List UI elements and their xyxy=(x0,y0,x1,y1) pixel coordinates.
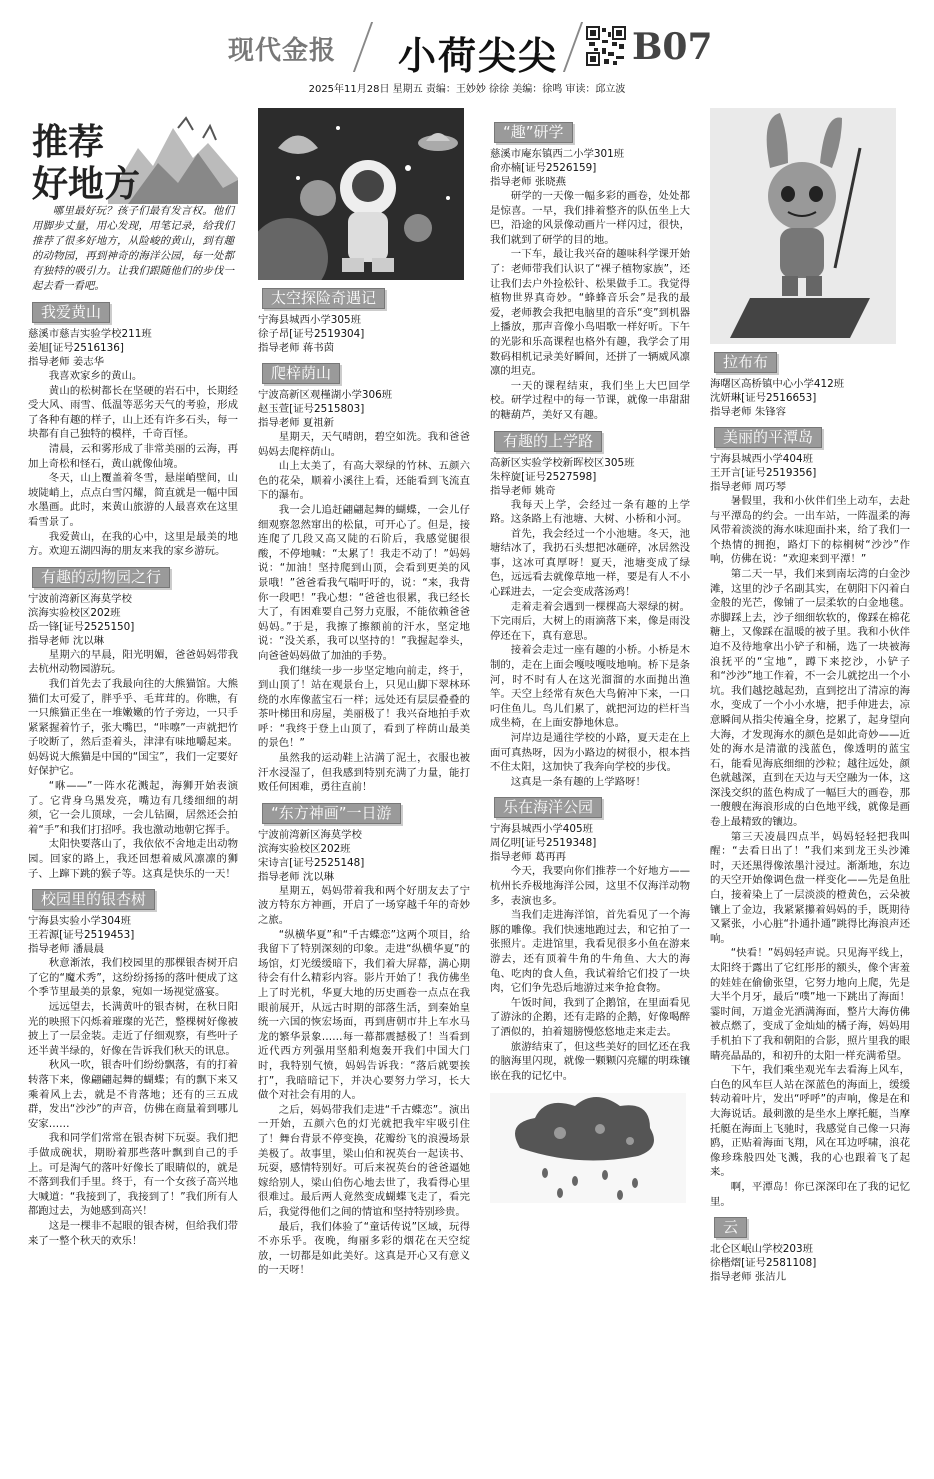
qr-code-icon xyxy=(586,26,626,66)
article-labubu xyxy=(710,344,910,419)
paragraph: 首先，我会经过一个小池塘。冬天，池塘结冰了，我扔石头想把冰砸碎，冰居然没事，这冰可真厚呀！夏天，池塘变成了绿色，远远看去就像草地一样，要是有人不小心踩进去，一定会变成落汤鸡！ xyxy=(490,527,690,599)
column-2 xyxy=(258,108,470,1475)
paragraph: 秋风一吹，银杏叶们纷纷飘落，有的打着转落下来，像翩翩起舞的蝴蝶；有的飘下来又乘着风上去，就是不肯落地；还有的三五成群，发出“沙沙”的声音，仿佛在商量着到哪儿安家…… xyxy=(28,1059,238,1130)
space-adventure-painting xyxy=(258,108,470,280)
paper-name: 现代金报 xyxy=(228,36,337,66)
paragraph: 山上太美了，有高大翠绿的竹林、五颜六色的花朵，顺着小溪往上看，还能看到飞流直下的瀑布。 xyxy=(258,460,470,502)
paragraph: 暑假里，我和小伙伴们坐上动车，去赴与平潭岛的约会。一出车站，一阵温柔的海风带着淡淡的海水味迎面扑来，给了我们一个热情的拥抱，路灯下的棕榈树“沙沙”作响，仿佛在说：“欢迎来到平潭！” xyxy=(710,495,910,566)
section-heading: 有趣的动物园之行 xyxy=(32,567,170,588)
paragraph: 远远望去，长满黄叶的银杏树，在秋日阳光的映照下闪烁着璀璨的光芒，整棵树好像被披上了一层金装。走近了仔细观察，有些叶子还半黄半绿的，好像在告诉我们秋天的讯息。 xyxy=(28,1001,238,1057)
school: 宁海县城西小学305班 xyxy=(258,314,361,326)
paragraph: 午饭时间，我到了企鹅馆，在里面看见了游泳的企鹅，还有走路的企鹅，好像喝醉了酒似的，拍着翅膀慢悠悠地走来走去。 xyxy=(490,996,690,1038)
paragraph: 虽然我的运动鞋上沾满了泥土，衣服也被汗水浸湿了，但我感到特别充满了力量，能打败任何困难，勇往直前！ xyxy=(258,752,470,794)
teacher: 指导老师 姜志华 xyxy=(28,356,105,368)
paragraph: 星期六的早晨，阳光明媚，爸爸妈妈带我去杭州动物园游玩。 xyxy=(28,648,238,676)
teacher: 指导老师 夏祖新 xyxy=(258,417,335,429)
header-divider xyxy=(353,22,373,72)
author: 俞亦楠[证号2526159] xyxy=(490,162,597,174)
article-zoo xyxy=(28,559,238,882)
article-pingtan xyxy=(710,419,910,1209)
paragraph: 走着走着会遇到一棵棵高大翠绿的树。下完雨后，大树上的雨滴落下来，像是雨没停还在下，真有意思。 xyxy=(490,600,690,642)
school: 宁波高新区观槿湖小学306班 xyxy=(258,389,393,401)
author: 王开言[证号2519356] xyxy=(710,467,817,479)
column-1 xyxy=(28,108,238,1475)
paragraph: 啊，平潭岛！你已深深印在了我的记忆里。 xyxy=(710,1180,910,1208)
paragraph: 一下车，最让我兴奋的趣味科学课开始了：老师带我们认识了“裸子植物家族”，还让我们去户外捡松针、松果做手工。我觉得植物世界真奇妙。“蜂蜂音乐会”是我的最爱，老师教会我把电脑里的音乐“变”到机器上播放，那声音像小鸟唱歌一样好听。下午的光影和乐高课程也格外有趣，我学会了用数码相机记录美好瞬间，还拼了一辆威风凛凛的坦克。 xyxy=(490,248,690,378)
section-heading: 拉布布 xyxy=(714,352,777,373)
teacher: 指导老师 张晓燕 xyxy=(490,176,567,188)
page-title: 小荷尖尖 xyxy=(398,33,559,78)
paragraph: “咻——”一阵水花溅起，海狮开始表演了。它背身乌黑发亮，嘴边有几缕细细的胡须，它一会儿顶球，一会儿钻圈，居然还会拍着“手”和我们打招呼。我也激动地朝它挥手。 xyxy=(28,780,238,836)
paragraph: 黄山的松树都长在坚硬的岩石中，长期经受大风、雨雪、低温等恶劣天气的考验，形成了各种有趣的样子，山上还有许多石头，每一块都有自己独特的模样，千奇百怪。 xyxy=(28,384,238,441)
paragraph: 接着会走过一座有趣的小桥。小桥是木制的，走在上面会嘎吱嘎吱地响。桥下是条河，时不时有人在这光溜溜的水面抛出渔竿。天空上经常有灰色大鸟俯冲下来，一口叼住鱼儿。鸟儿们累了，就把河边的栏杆当成坐椅，在上面安静地休息。 xyxy=(490,644,690,730)
section-heading: “趣”研学 xyxy=(494,122,573,143)
article-space xyxy=(258,280,470,355)
author: 朱梓旋[证号2527598] xyxy=(490,470,597,483)
teacher: 指导老师 葛再再 xyxy=(490,851,567,864)
teacher: 指导老师 沈以琳 xyxy=(258,870,335,883)
paragraph: 我爱黄山，在我的心中，这里是最美的地方。欢迎五湖四海的朋友来我的家乡游玩。 xyxy=(28,530,238,558)
teacher: 指导老师 潘晨晨 xyxy=(28,943,105,956)
paragraph: 研学的一天像一幅多彩的画卷，处处都是惊喜。一早，我们排着整齐的队伍坐上大巴，沿途的风景像动画片一样闪过，很快，我们就到了研学的目的地。 xyxy=(490,190,690,246)
article-ocean-park xyxy=(490,789,690,1083)
paragraph: 清晨，云和雾形成了非常美丽的云海，再加上奇松和怪石，黄山就像仙境。 xyxy=(28,442,238,470)
section-heading: 有趣的上学路 xyxy=(494,431,602,452)
article-oriental-park xyxy=(258,795,470,1278)
school: 北仑区岷山学校203班 xyxy=(710,1243,813,1256)
column-3 xyxy=(490,108,690,1475)
section-heading: 美丽的平潭岛 xyxy=(714,427,822,448)
author: 岳一锋[证号2525150] xyxy=(28,620,135,633)
section-heading: 太空探险奇遇记 xyxy=(262,288,385,309)
paragraph: 我和同学们常常在银杏树下玩耍。我们把手做成碗状，期盼着那些落叶飘到自己的手上。可是淘气的落叶好像长了眼睛似的，就是不落到我们手里。终于，有一个女孩子高兴地大喊道：“我接到了，我接到了！”我们所有人都跑过去，为她感到高兴！ xyxy=(28,1132,238,1218)
school: 宁海县城西小学404班 xyxy=(710,453,813,465)
paragraph: “快看！”妈妈轻声说。只见海平线上，太阳终于露出了它红彤彤的额头，像个害羞的娃娃在偷偷张望，它努力地向上爬，先是大半个月牙，最后“噗”地一下跳出了海面！霎时间，万道金光洒满海面，整片大海仿佛被点燃了，变成了金灿灿的橘子海，妈妈用手机拍下了我和朝阳的合影，照片里我的眼睛亮晶晶的，和初升的太阳一样充满希望。 xyxy=(710,947,910,1062)
paragraph: 这真是一条有趣的上学路呀！ xyxy=(510,775,646,788)
school: 慈溪市慈吉实验学校211班 xyxy=(28,328,152,340)
paragraph: 我们首先去了我最向往的大熊猫馆。大熊猫们太可爱了，胖乎乎、毛茸茸的。你瞧，有一只熊猫正坐在一堆嫩嫩的竹子旁边，一只手紧紧握着竹子，张大嘴巴，“咔嚓”一声就把竹子咬断了，然后歪着头，津津有味地嚼起来。妈妈说大熊猫是中国的“国宝”，我们一定要好好保护它。 xyxy=(28,677,238,778)
author: 沈妍琳[证号2516653] xyxy=(710,392,817,404)
paragraph: 秋意渐浓，我们校园里的那棵银杏树开启了它的“魔术秀”，这纷纷扬扬的落叶便成了这个季节里最美的景象，宛如一场视觉盛宴。 xyxy=(28,957,238,999)
author: 徐楷熠[证号2581108] xyxy=(710,1257,817,1270)
article-mountain-climb xyxy=(258,355,470,795)
school-campus: 滨海实验校区202班 xyxy=(28,606,121,619)
article-school-road xyxy=(490,423,690,790)
school: 宁波前湾新区海莫学校 xyxy=(28,592,132,605)
paragraph: 一天的课程结束，我们坐上大巴回学校。研学过程中的每一节课，就像一串甜甜的糖葫芦，美好又有趣。 xyxy=(490,379,690,421)
paragraph: 第二天一早，我们来到南坛湾的白金沙滩，这里的沙子名副其实，在朝阳下闪着白金般的光芒，像铺了一层柔软的白金地毯。赤脚踩上去，沙子细细软软的，像踩在棉花糖上，又像踩在温暖的被子里。我和小伙伴迫不及待地拿出小铲子和桶，选了一块被海浪抚平的“宝地”，蹲下来挖沙，小铲子和“沙沙”地工作着，不一会儿就挖出一个小坑。我们越挖越起劲，直到挖出了清凉的海水，变成了一个小小水塘，把手伸进去，凉意瞬间从指尖传遍全身，挖累了，起身望向大海，才发现海水的颜色是如此奇妙——近处的海水是清澈的浅蓝色，像透明的蓝宝石，能看见海底细细的沙粒；越往远处，颜色就越深，直到在天边与天空融为一体，这深浅交织的蓝色构成了一幅巨大的画卷，那一艘艘在海浪形成的白色地平线，就像是画卷上最精致的镶边。 xyxy=(710,567,910,829)
paragraph: 今天，我要向你们推荐一个好地方——杭州长乔极地海洋公园，这里不仅海洋动物多，表演也多。 xyxy=(490,865,690,907)
paragraph: 星期天，天气晴朗，碧空如洗。我和爸爸妈妈去爬梓荫山。 xyxy=(258,431,470,458)
labubu-drawing xyxy=(710,108,910,344)
school: 海曙区高桥镇中心小学412班 xyxy=(710,378,845,390)
section-heading: 校园里的银杏树 xyxy=(32,889,155,910)
feature-title xyxy=(28,108,238,204)
paragraph: 这是一棵非不起眼的银杏树，但给我们带来了一整个秋天的欢乐！ xyxy=(28,1219,238,1247)
section-heading: 乐在海洋公园 xyxy=(494,797,602,818)
teacher: 指导老师 蒋书茵 xyxy=(258,342,335,354)
paragraph: 星期五，妈妈带着我和两个好朋友去了宁波方特东方神画，开启了一场穿越千年的奇妙之旅。 xyxy=(258,884,470,927)
teacher: 指导老师 沈以琳 xyxy=(28,634,105,647)
page-number: B07 xyxy=(632,26,713,68)
paragraph: 旅游结束了，但这些美好的回忆还在我的脑海里闪现，就像一颗颗闪亮耀的明珠镶嵌在我的记忆中。 xyxy=(490,1040,690,1082)
paragraph: 我们继续一步一步坚定地向前走，终于，到山顶了！站在观景台上，只见山脚下翠林环绕的水库像蓝宝石一样；远处还有层层叠叠的茶叶梯田和房屋，美丽极了！我兴奋地拍手欢呼：“我终于登上山顶了，看到了梓荫山最美的景色！” xyxy=(258,664,470,750)
author: 徐子昂[证号2519304] xyxy=(258,328,365,340)
section-heading: “东方神画”一日游 xyxy=(262,803,401,824)
school: 宁海县实验小学304班 xyxy=(28,915,131,928)
teacher: 指导老师 张洁儿 xyxy=(710,1271,787,1284)
paragraph: 第三天凌晨四点半，妈妈轻轻把我叫醒：“去看日出了！”我们来到龙王头沙滩时，天还黑得像浓墨汁浸过。渐渐地，东边的天空开始像调色盘一样变化——先是鱼肚白，接着染上了一层淡淡的橙黄色，云朵被镶上了金边，我紧紧攥着妈妈的手，既期待又紧张，小心脏“扑通扑通”跳得比海浪声还响。 xyxy=(710,830,910,945)
school: 宁波前湾新区海莫学校 xyxy=(258,828,362,841)
feature-intro: 哪里最好玩？孩子们最有发言权。他们用脚步丈量，用心发现，用笔记录，给我们推荐了很多好地方，从险峻的黄山，到有趣的动物园，再到神奇的海洋公园，每一处都有独特的吸引力。让我们跟随他们的步伐一起去看一看吧。 xyxy=(32,205,234,292)
paragraph: “纵横华夏”和“千古蝶恋”这两个项目，给我留下了特别深刻的印象。走进“纵横华夏”的场馆，灯光缓缓暗下，我们着大屏幕，满心期待会有什么精彩内容。影片开始了！我仿佛坐上了时光机，华夏大地的历史画卷一点点在我眼前展开，从远古时期的部落生活，到秦始皇统一六国的恢宏场面，再到唐朝市井上车水马龙的繁华景象……每一幕都震撼极了！当看到近代西方列强用坚船利炮轰开我们中国大门时，我特别气愤，妈妈告诉我：“落后就要挨打”，我暗暗记下，并决心要努力学习，长大做个对社会有用的人。 xyxy=(258,928,470,1102)
page-header xyxy=(0,0,934,100)
header-divider xyxy=(563,22,583,72)
teacher: 指导老师 周巧琴 xyxy=(710,481,787,493)
teacher: 指导老师 姚奇 xyxy=(490,484,556,497)
article-huangshan xyxy=(28,294,238,559)
paragraph: 当我们走进海洋馆，首先看见了一个海豚的雕像。我们快速地跑过去，和它拍了一张照片。走进馆里，我看见很多小鱼在游来游去，还有顶着牛角的牛角鱼、大大的海龟、吃肉的食人鱼，我试着给它们投了一块肉，它们争先恐后地游过来争抢食物。 xyxy=(490,909,690,995)
paragraph: 河岸边是通往学校的小路，夏天走在上面可真热呀，因为小路边的树很小，根本挡不住太阳，这加快了我奔向学校的步伐。 xyxy=(490,732,690,774)
section-heading: 云 xyxy=(714,1217,747,1238)
paragraph: 下午，我们乘坐观光车去看海上风车，白色的风车巨人站在深蓝色的海面上，缓缓转动着叶片，发出“呼呼”的声响，像是在和大海说话。最刺激的是坐水上摩托艇，当摩托艇在海面上飞驰时，我感觉自己像一只海鸥，正贴着海面飞翔，风在耳边呼啸，浪花像珍珠般四处飞溅，我的心也跟着飞了起来。 xyxy=(710,1064,910,1179)
article-ginkgo xyxy=(28,881,238,1248)
teacher: 指导老师 朱锋容 xyxy=(710,406,787,418)
section-heading: 我爱黄山 xyxy=(32,302,110,323)
column-4 xyxy=(710,108,910,1475)
dateline: 2025年11月28日 星期五 责编：王妙妙 徐徐 美编：徐鸣 审读：邱立波 xyxy=(308,84,626,95)
author: 姜旭[证号2516136] xyxy=(28,342,124,354)
author: 周亿明[证号2519348] xyxy=(490,837,597,850)
paragraph: 我一会儿追赶翩翩起舞的蝴蝶，一会儿仔细观察忽然窜出的松鼠，可开心了。但是，接连爬了几段又高又陡的石阶后，我感觉腿很酸，不停地喊：“太累了！我走不动了！”妈妈说：“加油！坚持爬到山顶，会看到更美的风景哦！”爸爸看我气喘吁吁的，说：“来，我背你一段吧！”我心想：“爸爸也很累，我已经长大了，有困难要自己努力克服，不能依赖爸爸妈妈。”于是，我擦了擦额前的汗水，坚定地说：“没关系，我可以坚持的！”我握起拳头，向爸爸妈妈做了加油的手势。 xyxy=(258,503,470,662)
school: 高新区实验学校新晖校区305班 xyxy=(490,456,635,469)
section-heading: 爬梓荫山 xyxy=(262,363,340,384)
article-cloud xyxy=(710,1209,910,1284)
school: 宁海县城西小学405班 xyxy=(490,823,593,836)
article-study-trip xyxy=(490,108,690,423)
paragraph: 我每天上学，会经过一条有趣的上学路。这条路上有池塘、大树、小桥和小河。 xyxy=(490,498,690,526)
paragraph: 最后，我们体验了“童话传说”区域，玩得不亦乐乎。夜晚，绚丽多彩的烟花在天空绽放，一切都是如此美好。这真是开心又有意义的一天呀！ xyxy=(258,1220,470,1277)
author: 王若源[证号2519453] xyxy=(28,929,135,942)
cloud-painting xyxy=(490,1093,690,1203)
feature-title-line1: 推荐 xyxy=(32,121,105,163)
author: 赵玉萱[证号2515803] xyxy=(258,403,365,415)
paragraph: 我喜欢家乡的黄山。 xyxy=(48,370,143,382)
paragraph: 之后，妈妈带我们走进“千古蝶恋”。演出一开始，五颜六色的灯光就把我牢牢吸引住了！舞台背景不停变换，花瓣纷飞的浪漫场景美极了。故事里，梁山伯和祝英台一起读书、玩耍，感情特别好。可后来祝英台的爸爸逼她嫁给别人，梁山伯伤心地去世了，我看得心里很难过。最后两人竟然变成蝴蝶飞走了，看完后，我觉得他们之间的情谊和坚持特别珍贵。 xyxy=(258,1103,470,1218)
paragraph: 冬天，山上覆盖着冬雪，悬崖峭壁间，山坡陡峭上，点点白雪闪耀，简直就是一幅中国水墨画。此时，来黄山旅游的人最喜欢在这里看雪景了。 xyxy=(28,472,238,528)
paragraph: 太阳快要落山了，我依依不舍地走出动物园。回家的路上，我还回想着威风凛凛的狮子、上蹿下跳的猴子等。这真是快乐的一天！ xyxy=(28,838,238,880)
author: 宋诗言[证号2525148] xyxy=(258,856,365,869)
school-campus: 滨海实验校区202班 xyxy=(258,842,351,855)
feature-title-line2: 好地方 xyxy=(32,163,141,205)
school: 慈溪市庵东镇西二小学301班 xyxy=(490,148,625,160)
